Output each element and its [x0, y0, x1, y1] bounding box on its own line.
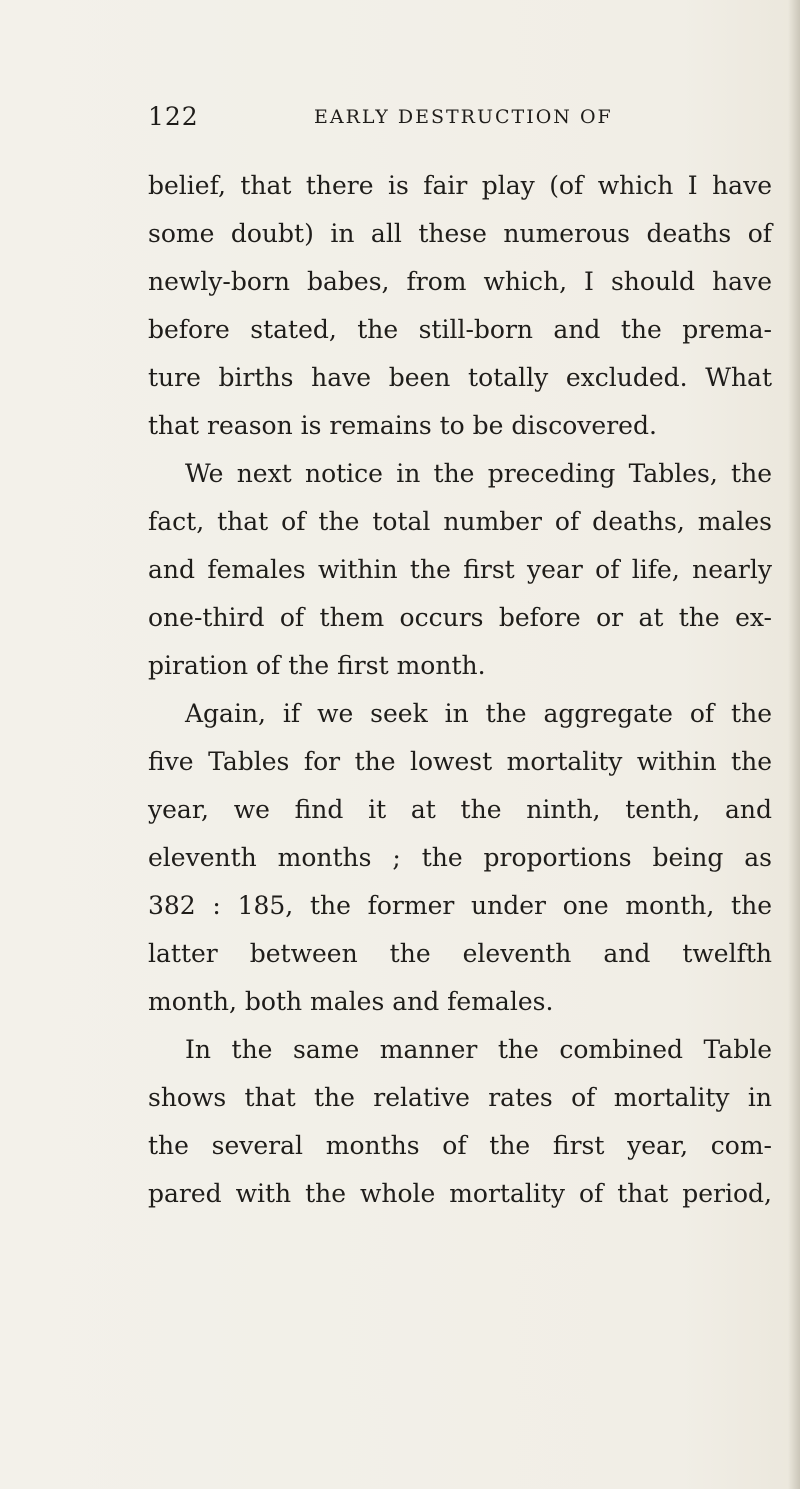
body-text [148, 162, 772, 1218]
text-line: eleventh months ; the proportions being as [148, 843, 772, 872]
text-line: We next notice in the preceding Tables, the [185, 459, 772, 488]
text-line: newly-born babes, from which, I should have [148, 267, 772, 296]
text-line: fact, that of the total number of deaths, males [148, 507, 772, 536]
text-line: latter between the eleventh and twelfth [148, 939, 772, 968]
text-line: one-third of them occurs before or at the ex- [148, 603, 772, 632]
text-line: 382 : 185, the former under one month, the [148, 891, 772, 920]
text-line: and females within the first year of life, nearly [148, 555, 772, 584]
text-line: the several months of the first year, com- [148, 1131, 772, 1160]
text-line: piration of the first month. [148, 651, 486, 680]
text-line: that reason is remains to be discovered. [148, 411, 657, 440]
page-header [148, 102, 668, 142]
page-number: 122 [148, 102, 199, 131]
text-line: some doubt) in all these numerous deaths of [148, 219, 772, 248]
text-line: belief, that there is fair play (of which I have [148, 171, 772, 200]
text-line: before stated, the still-born and the prema- [148, 315, 772, 344]
text-line: year, we find it at the ninth, tenth, and [148, 795, 772, 824]
text-line: month, both males and females. [148, 987, 554, 1016]
text-line: shows that the relative rates of mortality in [148, 1083, 772, 1112]
text-line: pared with the whole mortality of that period, [148, 1179, 772, 1208]
running-title: EARLY DESTRUCTION OF [314, 106, 613, 128]
text-line: five Tables for the lowest mortality within the [148, 747, 772, 776]
page-edge-shadow [788, 0, 800, 1489]
text-line: In the same manner the combined Table [185, 1035, 772, 1064]
text-line: ture births have been totally excluded. What [148, 363, 772, 392]
text-line: Again, if we seek in the aggregate of the [185, 699, 772, 728]
